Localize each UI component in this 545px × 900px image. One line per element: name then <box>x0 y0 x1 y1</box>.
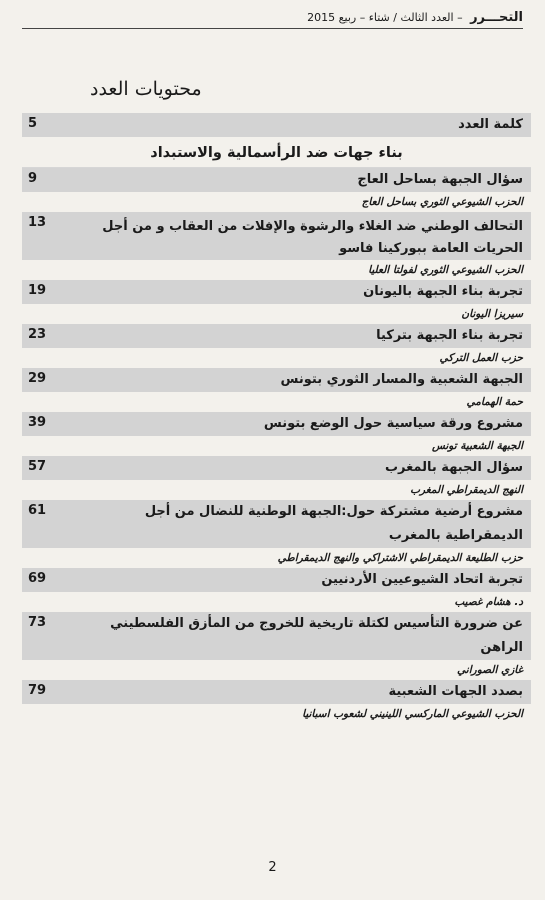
entry-author: غازي الصوراني <box>22 660 531 680</box>
entry-author: حمة الهمامي <box>22 392 531 412</box>
toc-entry[interactable] <box>22 212 531 280</box>
toc-heading: محتويات العدد <box>90 78 202 100</box>
toc-entry-editorial[interactable] <box>22 113 531 137</box>
table-of-contents <box>22 113 531 724</box>
toc-entry[interactable] <box>22 612 531 680</box>
magazine-name: التحـــرر <box>470 10 523 25</box>
toc-entry[interactable] <box>22 680 531 724</box>
entry-author: الحزب الشيوعي الثوري لفولتا العليا <box>22 260 531 280</box>
entry-author: الحزب الشيوعي الماركسي اللينيني لشعوب اسبانيا <box>22 704 531 724</box>
entry-page-number: 73 <box>28 615 47 630</box>
entry-page-number: 57 <box>28 459 47 474</box>
entry-title: عن ضرورة التأسيس لكتلة تاريخية للخروج من المأزق الفلسطيني الراهن <box>110 616 523 655</box>
entry-author: د. هشام غصيب <box>22 592 531 612</box>
toc-entry[interactable] <box>22 412 531 456</box>
toc-entry[interactable] <box>22 568 531 612</box>
header-rule <box>22 28 523 29</box>
entry-page-number: 13 <box>28 215 47 230</box>
entry-author: الجبهة الشعبية تونس <box>22 436 531 456</box>
entry-title: الجبهة الشعبية والمسار الثوري بتونس <box>280 372 523 387</box>
toc-entry[interactable] <box>22 368 531 412</box>
entry-title: بصدد الجهات الشعبية <box>388 684 523 699</box>
entry-author: سيريزا اليونان <box>22 304 531 324</box>
entry-title: تجربة بناء الجبهة باليونان <box>363 284 523 299</box>
entry-title: مشروع ورقة سياسية حول الوضع بتونس <box>263 416 523 431</box>
section-heading: بناء جهات ضد الرأسمالية والاستبداد <box>22 137 531 168</box>
entry-page-number: 39 <box>28 415 47 430</box>
page-number: 2 <box>268 860 277 875</box>
issue-info: – العدد الثالث / شتاء – ربيع 2015 <box>307 11 463 24</box>
entry-title: سؤال الجبهة بساحل العاج <box>357 172 523 187</box>
entry-page-number: 19 <box>28 283 47 298</box>
entry-page-number: 9 <box>28 171 38 186</box>
toc-entry[interactable] <box>22 324 531 368</box>
toc-entry[interactable] <box>22 500 531 568</box>
entry-title: مشروع أرضية مشتركة حول:الجبهة الوطنية للنضال من أجل الديمقراطية بالمغرب <box>144 504 523 543</box>
entry-page-number: 61 <box>28 503 47 518</box>
entry-title: تجربة بناء الجبهة بتركيا <box>376 328 523 343</box>
entry-page-number: 29 <box>28 371 47 386</box>
running-header <box>223 10 523 25</box>
entry-author: الحزب الشيوعي الثوري بساحل العاج <box>22 192 531 212</box>
entry-author: النهج الديمقراطي المغرب <box>22 480 531 500</box>
entry-page-number: 69 <box>28 571 47 586</box>
entry-title: كلمة العدد <box>458 117 523 132</box>
entry-title: التحالف الوطني ضد الغلاء والرشوة والإفلات من العقاب و من أجل الحريات العامة ببوركينا فاسو <box>102 219 523 256</box>
entry-author: حزب العمل التركي <box>22 348 531 368</box>
toc-entry[interactable] <box>22 280 531 324</box>
toc-entry[interactable] <box>22 456 531 500</box>
entry-title: تجربة اتحاد الشيوعيين الأردنيين <box>321 572 523 587</box>
entry-author: حزب الطليعة الديمقراطي الاشتراكي والنهج الديمقراطي <box>22 548 531 568</box>
entry-page-number: 23 <box>28 327 47 342</box>
entry-page-number: 5 <box>28 116 38 131</box>
toc-entry[interactable] <box>22 168 531 212</box>
entry-page-number: 79 <box>28 683 47 698</box>
entry-title: سؤال الجبهة بالمغرب <box>384 460 523 475</box>
